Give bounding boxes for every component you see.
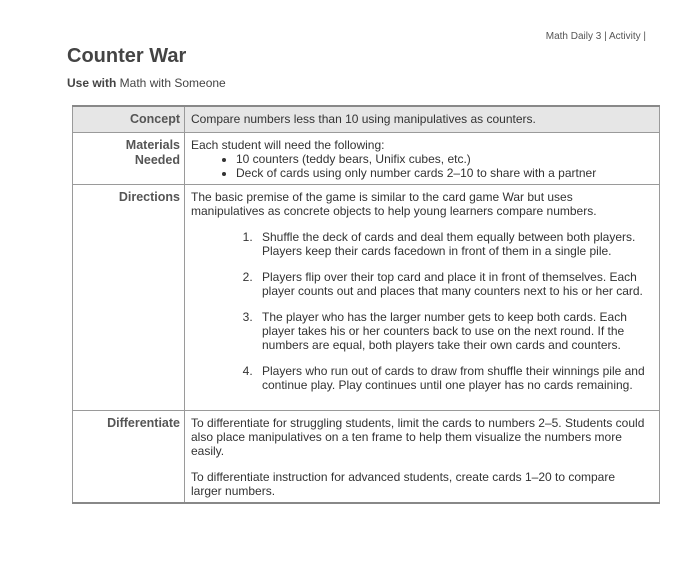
subtitle-text: Math with Someone bbox=[116, 76, 226, 90]
subtitle-prefix: Use with bbox=[67, 76, 117, 90]
materials-intro: Each student will need the following: bbox=[191, 138, 385, 152]
materials-row bbox=[73, 133, 660, 185]
directions-steps bbox=[191, 230, 649, 392]
directions-content bbox=[185, 185, 660, 411]
page-title: Counter War bbox=[67, 45, 187, 67]
differentiate-row bbox=[73, 411, 660, 504]
materials-label-line2: Needed bbox=[134, 153, 180, 167]
list-item: • 10 counters (teddy bears, Unifix cubes, etc.) bbox=[236, 152, 649, 166]
list-item: • Deck of cards using only number cards 2–10 to share with a partner bbox=[236, 166, 649, 180]
concept-row bbox=[73, 106, 660, 133]
page-subtitle bbox=[67, 76, 226, 90]
directions-intro: The basic premise of the game is similar to the card game War but uses manipulatives as concrete objects to help young learners compare numbers. bbox=[191, 190, 597, 218]
materials-list bbox=[191, 152, 649, 180]
differentiate-label: Differentiate bbox=[73, 411, 185, 504]
concept-text: Compare numbers less than 10 using manipulatives as counters. bbox=[185, 106, 660, 133]
materials-content bbox=[185, 133, 660, 185]
differentiate-paragraph: To differentiate for struggling students, limit the cards to numbers 2–5. Students could also place manipulatives on a ten frame to help them visualize the numbers more easily. bbox=[191, 416, 645, 458]
header-meta: Math Daily 3 | Activity | bbox=[545, 31, 646, 42]
list-item: 3. The player who has the larger number gets to keep both cards. Each player takes his or her counters back to use on the next round. If the numbers are equal, both players take their own cards and counters. bbox=[256, 310, 649, 352]
directions-label: Directions bbox=[73, 185, 185, 411]
directions-row bbox=[73, 185, 660, 411]
materials-label-line1: Materials bbox=[125, 138, 180, 152]
list-item: 2. Players flip over their top card and place it in front of themselves. Each player counts out and places that many counters next to his or her card. bbox=[256, 270, 649, 298]
differentiate-content bbox=[185, 411, 660, 504]
concept-label: Concept bbox=[73, 106, 185, 133]
list-item: 4. Players who run out of cards to draw from shuffle their winnings pile and continue play. Play continues until one player has no cards remaining. bbox=[256, 364, 649, 392]
materials-label bbox=[73, 133, 185, 185]
list-item: 1. Shuffle the deck of cards and deal them equally between both players. Players keep their cards facedown in front of them in a single pile. bbox=[256, 230, 649, 258]
differentiate-paragraph: To differentiate instruction for advanced students, create cards 1–20 to compare larger numbers. bbox=[191, 470, 616, 498]
activity-table bbox=[72, 105, 660, 504]
